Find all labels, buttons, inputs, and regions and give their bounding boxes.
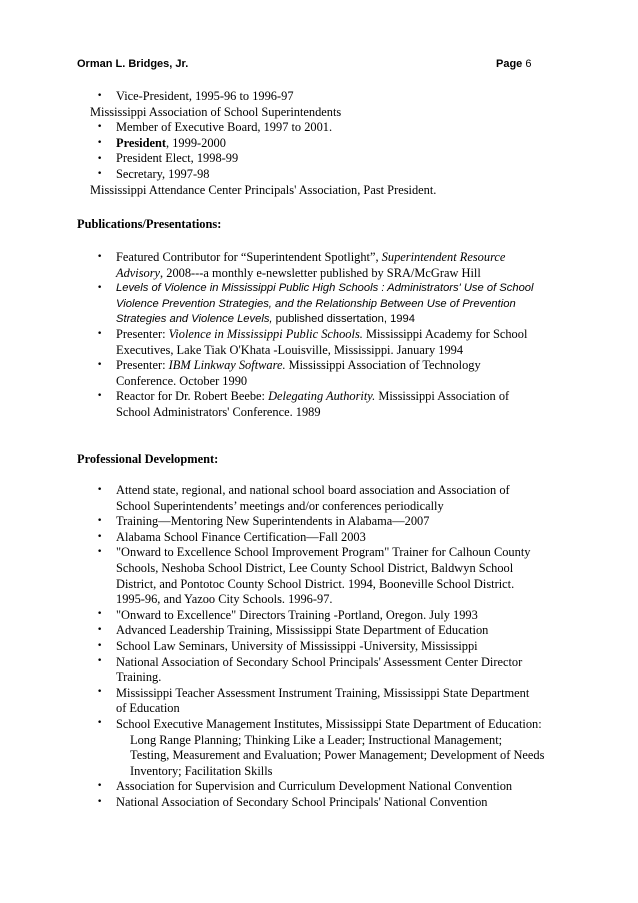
bullet: • (97, 625, 103, 635)
list-item: District, and Pontotoc County School District. 1994, Booneville School District. (116, 576, 515, 591)
list-item (116, 136, 436, 152)
list-item: School Executive Management Institutes, Mississippi State Department of Education: (116, 716, 542, 731)
publication-item (116, 281, 534, 328)
list-item: Attend state, regional, and national school board association and Association of (116, 483, 510, 497)
list-item: "Onward to Excellence" Directors Training -Portland, Oregon. July 1993 (116, 607, 478, 622)
text: Presenter: (116, 327, 169, 341)
associations-list (90, 89, 437, 198)
list-item: Association for Supervision and Curriculum Development National Convention (116, 779, 513, 794)
bullet: • (97, 329, 103, 339)
bullet: • (97, 154, 103, 164)
bullet: • (97, 516, 103, 526)
text: Featured Contributor for “Superintendent Spotlight”, (116, 250, 382, 264)
bullet: • (97, 138, 103, 148)
publication-item (116, 358, 481, 389)
development-list (116, 483, 544, 810)
list-item: School Superintendents’ meetings and/or conferences periodically (116, 498, 444, 513)
text: Levels of Violence in Mississippi Public High Schools : Administrators' Use of School (116, 282, 534, 294)
list-item: Member of Executive Board, 1997 to 2001. (116, 120, 333, 135)
list-item: Mississippi Attendance Center Principals' Association, Past President. (90, 182, 437, 197)
text: Delegating Authority. (268, 389, 376, 403)
bullet: • (97, 687, 103, 697)
bullet: • (97, 122, 103, 132)
list-item: Long Range Planning; Thinking Like a Leader; Instructional Management; (130, 732, 503, 747)
bullet: • (97, 283, 103, 293)
list-item: Vice-President, 1995-96 to 1996-97 (116, 89, 294, 103)
bullet: • (97, 360, 103, 370)
list-item: Inventory; Facilitation Skills (130, 763, 273, 778)
text: Mississippi Association of (375, 389, 510, 403)
president-years: , 1999-2000 (166, 135, 226, 150)
list-item: Advanced Leadership Training, Mississippi State Department of Education (116, 623, 489, 638)
president-label: President (116, 135, 167, 150)
bullet: • (97, 252, 103, 262)
bullet: • (97, 718, 103, 728)
bullet: • (97, 797, 103, 807)
bullet: • (97, 781, 103, 791)
bullet: • (97, 641, 103, 651)
list-item: Testing, Measurement and Evaluation; Power Management; Development of Needs (130, 748, 545, 763)
list-item: Training—Mentoring New Superintendents in Alabama—2007 (116, 514, 430, 529)
list-item: Mississippi Association of School Superintendents (90, 104, 342, 119)
text: Mississippi Association of Technology (285, 358, 481, 372)
list-item: Schools, Neshoba School District, Lee County School District, Baldwyn School (116, 560, 514, 575)
text: Executives, Lake Tiak O'Khata -Louisville, Mississippi. January 1994 (116, 342, 464, 357)
bullet: • (97, 532, 103, 542)
list-item: Secretary, 1997-98 (116, 166, 210, 181)
text: IBM Linkway Software. (168, 358, 286, 372)
list-item: 1995-96, and Yazoo City Schools. 1996-97. (116, 592, 333, 607)
bullet: • (97, 485, 103, 495)
list-item: "Onward to Excellence School Improvement Program" Trainer for Calhoun County (116, 545, 531, 560)
list-item: School Law Seminars, University of Mississippi -University, Mississippi (116, 638, 478, 653)
list-item: Training. (116, 670, 162, 685)
list-item: National Association of Secondary School Principals' Assessment Center Director (116, 654, 523, 669)
development-heading: Professional Development: (77, 452, 219, 466)
bullet: • (97, 656, 103, 666)
bullet: • (97, 91, 103, 101)
bullet: • (97, 169, 103, 179)
header-page (496, 58, 531, 70)
text: , 2008---a monthly e-newsletter published by SRA/McGraw Hill (160, 265, 481, 280)
list-item: Mississippi Teacher Assessment Instrument Training, Mississippi State Department (116, 685, 530, 700)
bullet: • (97, 547, 103, 557)
text: Strategies and Violence Levels, (116, 313, 273, 326)
text: Mississippi Academy for School (362, 327, 528, 341)
page-label: Page (496, 58, 523, 70)
text: Superintendent Resource (381, 250, 506, 264)
text: School Administrators' Conference. 1989 (116, 404, 321, 419)
bullet: • (97, 391, 103, 401)
list-item: Alabama School Finance Certification—Fall 2003 (116, 529, 366, 544)
list-item: President Elect, 1998-99 (116, 151, 239, 166)
bullet: • (97, 609, 103, 619)
header-name: Orman L. Bridges, Jr. (77, 58, 189, 70)
text: Conference. October 1990 (116, 373, 248, 388)
text: Reactor for Dr. Robert Beebe: (116, 389, 269, 403)
publication-item (116, 250, 505, 281)
list-item: National Association of Secondary School Principals' National Convention (116, 794, 488, 809)
text: Presenter: (116, 358, 169, 372)
list-item: of Education (116, 701, 180, 716)
publications-heading: Publications/Presentations: (77, 217, 222, 231)
publication-item (116, 389, 509, 420)
text: Advisory (116, 265, 161, 280)
page-number: 6 (525, 58, 532, 70)
text: Violence Prevention Strategies, and the Relationship Between Use of Prevention (116, 297, 516, 310)
publication-item (116, 327, 527, 358)
text: published dissertation, 1994 (272, 313, 415, 326)
text: Violence in Mississippi Public Schools. (168, 327, 363, 341)
